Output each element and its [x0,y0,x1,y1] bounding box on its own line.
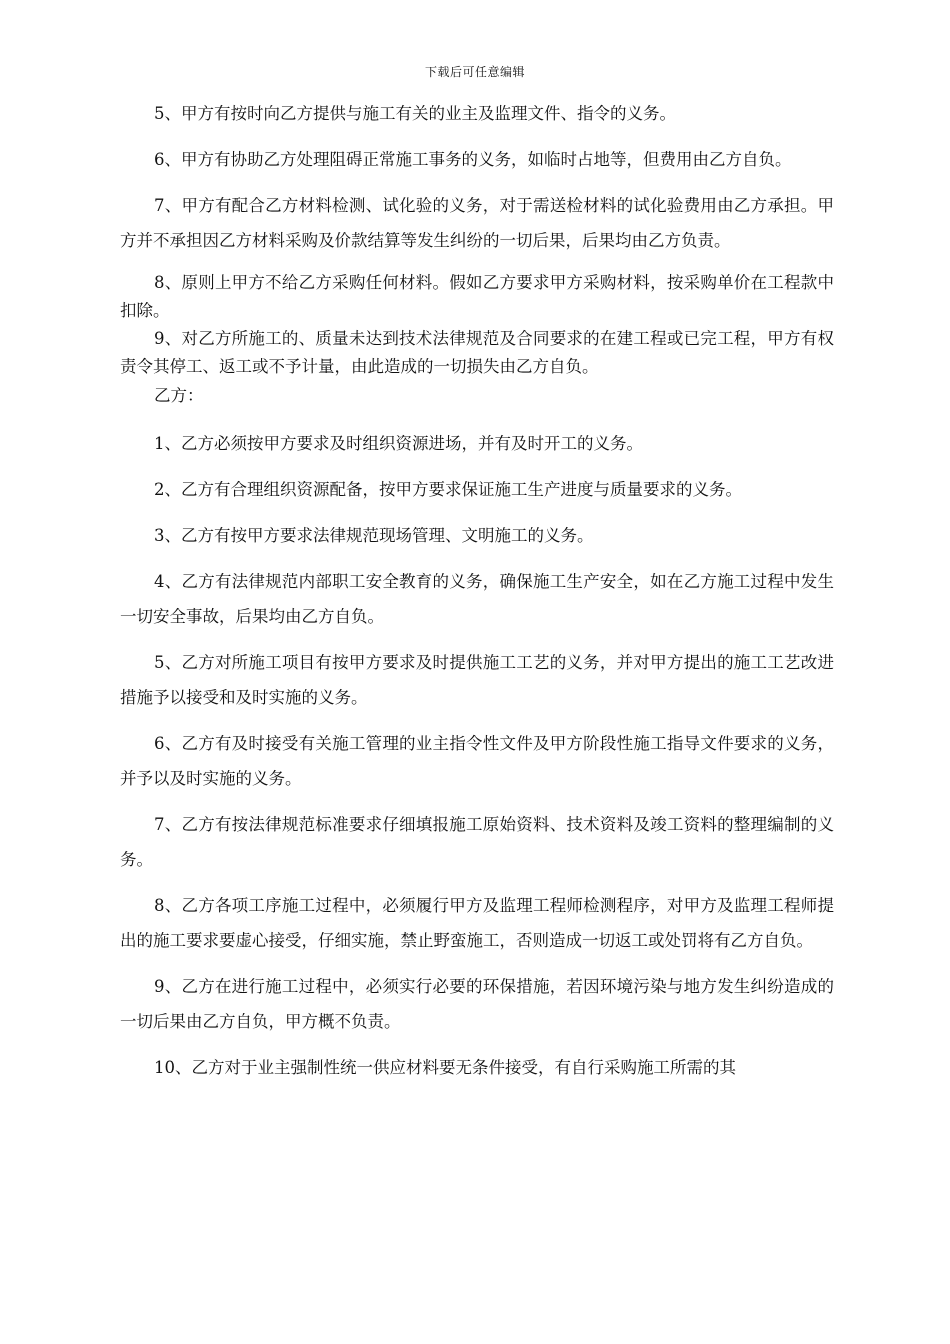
paragraph-party-a-9: 9、对乙方所施工的、质量未达到技术法律规范及合同要求的在建工程或已完工程，甲方有权责令其停工、返工或不予计量，由此造成的一切损失由乙方自负。 [120,329,834,376]
paragraph-party-b-6: 6、乙方有及时接受有关施工管理的业主指令性文件及甲方阶段性施工指导文件要求的义务，并予以及时实施的义务。 [120,734,834,788]
paragraph-party-b-10: 10、乙方对于业主强制性统一供应材料要无条件接受，有自行采购施工所需的其 [154,1058,736,1077]
paragraph-party-a-8: 8、原则上甲方不给乙方采购任何材料。假如乙方要求甲方采购材料，按采购单价在工程款中扣除。 [120,273,834,320]
paragraph-party-b-3: 3、乙方有按甲方要求法律规范现场管理、文明施工的义务。 [154,526,594,545]
paragraph-party-b-7: 7、乙方有按法律规范标准要求仔细填报施工原始资料、技术资料及竣工资料的整理编制的义务。 [120,815,834,869]
document-body [120,96,834,1096]
paragraph-party-b-8: 8、乙方各项工序施工过程中，必须履行甲方及监理工程师检测程序，对甲方及监理工程师提出的施工要求要虚心接受，仔细实施，禁止野蛮施工，否则造成一切返工或处罚将有乙方自负。 [120,896,834,950]
paragraph-party-b-5: 5、乙方对所施工项目有按甲方要求及时提供施工工艺的义务，并对甲方提出的施工工艺改进措施予以接受和及时实施的义务。 [120,653,834,707]
paragraph-party-b-4: 4、乙方有法律规范内部职工安全教育的义务，确保施工生产安全，如在乙方施工过程中发生一切安全事故，后果均由乙方自负。 [120,572,834,626]
paragraph-party-a-5: 5、甲方有按时向乙方提供与施工有关的业主及监理文件、指令的义务。 [154,104,676,123]
page-header: 下载后可任意编辑 [424,65,525,79]
section-label-party-b: 乙方： [154,386,204,405]
paragraph-party-a-6: 6、甲方有协助乙方处理阻碍正常施工事务的义务，如临时占地等，但费用由乙方自负。 [154,150,792,169]
paragraph-party-b-2: 2、乙方有合理组织资源配备，按甲方要求保证施工生产进度与质量要求的义务。 [154,480,742,499]
paragraph-party-a-7: 7、甲方有配合乙方材料检测、试化验的义务，对于需送检材料的试化验费用由乙方承担。甲方并不承担因乙方材料采购及价款结算等发生纠纷的一切后果，后果均由乙方负责。 [120,196,834,250]
paragraph-party-b-9: 9、乙方在进行施工过程中，必须实行必要的环保措施，若因环境污染与地方发生纠纷造成的一切后果由乙方自负，甲方概不负责。 [120,977,834,1031]
paragraph-party-b-1: 1、乙方必须按甲方要求及时组织资源进场，并有及时开工的义务。 [154,434,643,453]
